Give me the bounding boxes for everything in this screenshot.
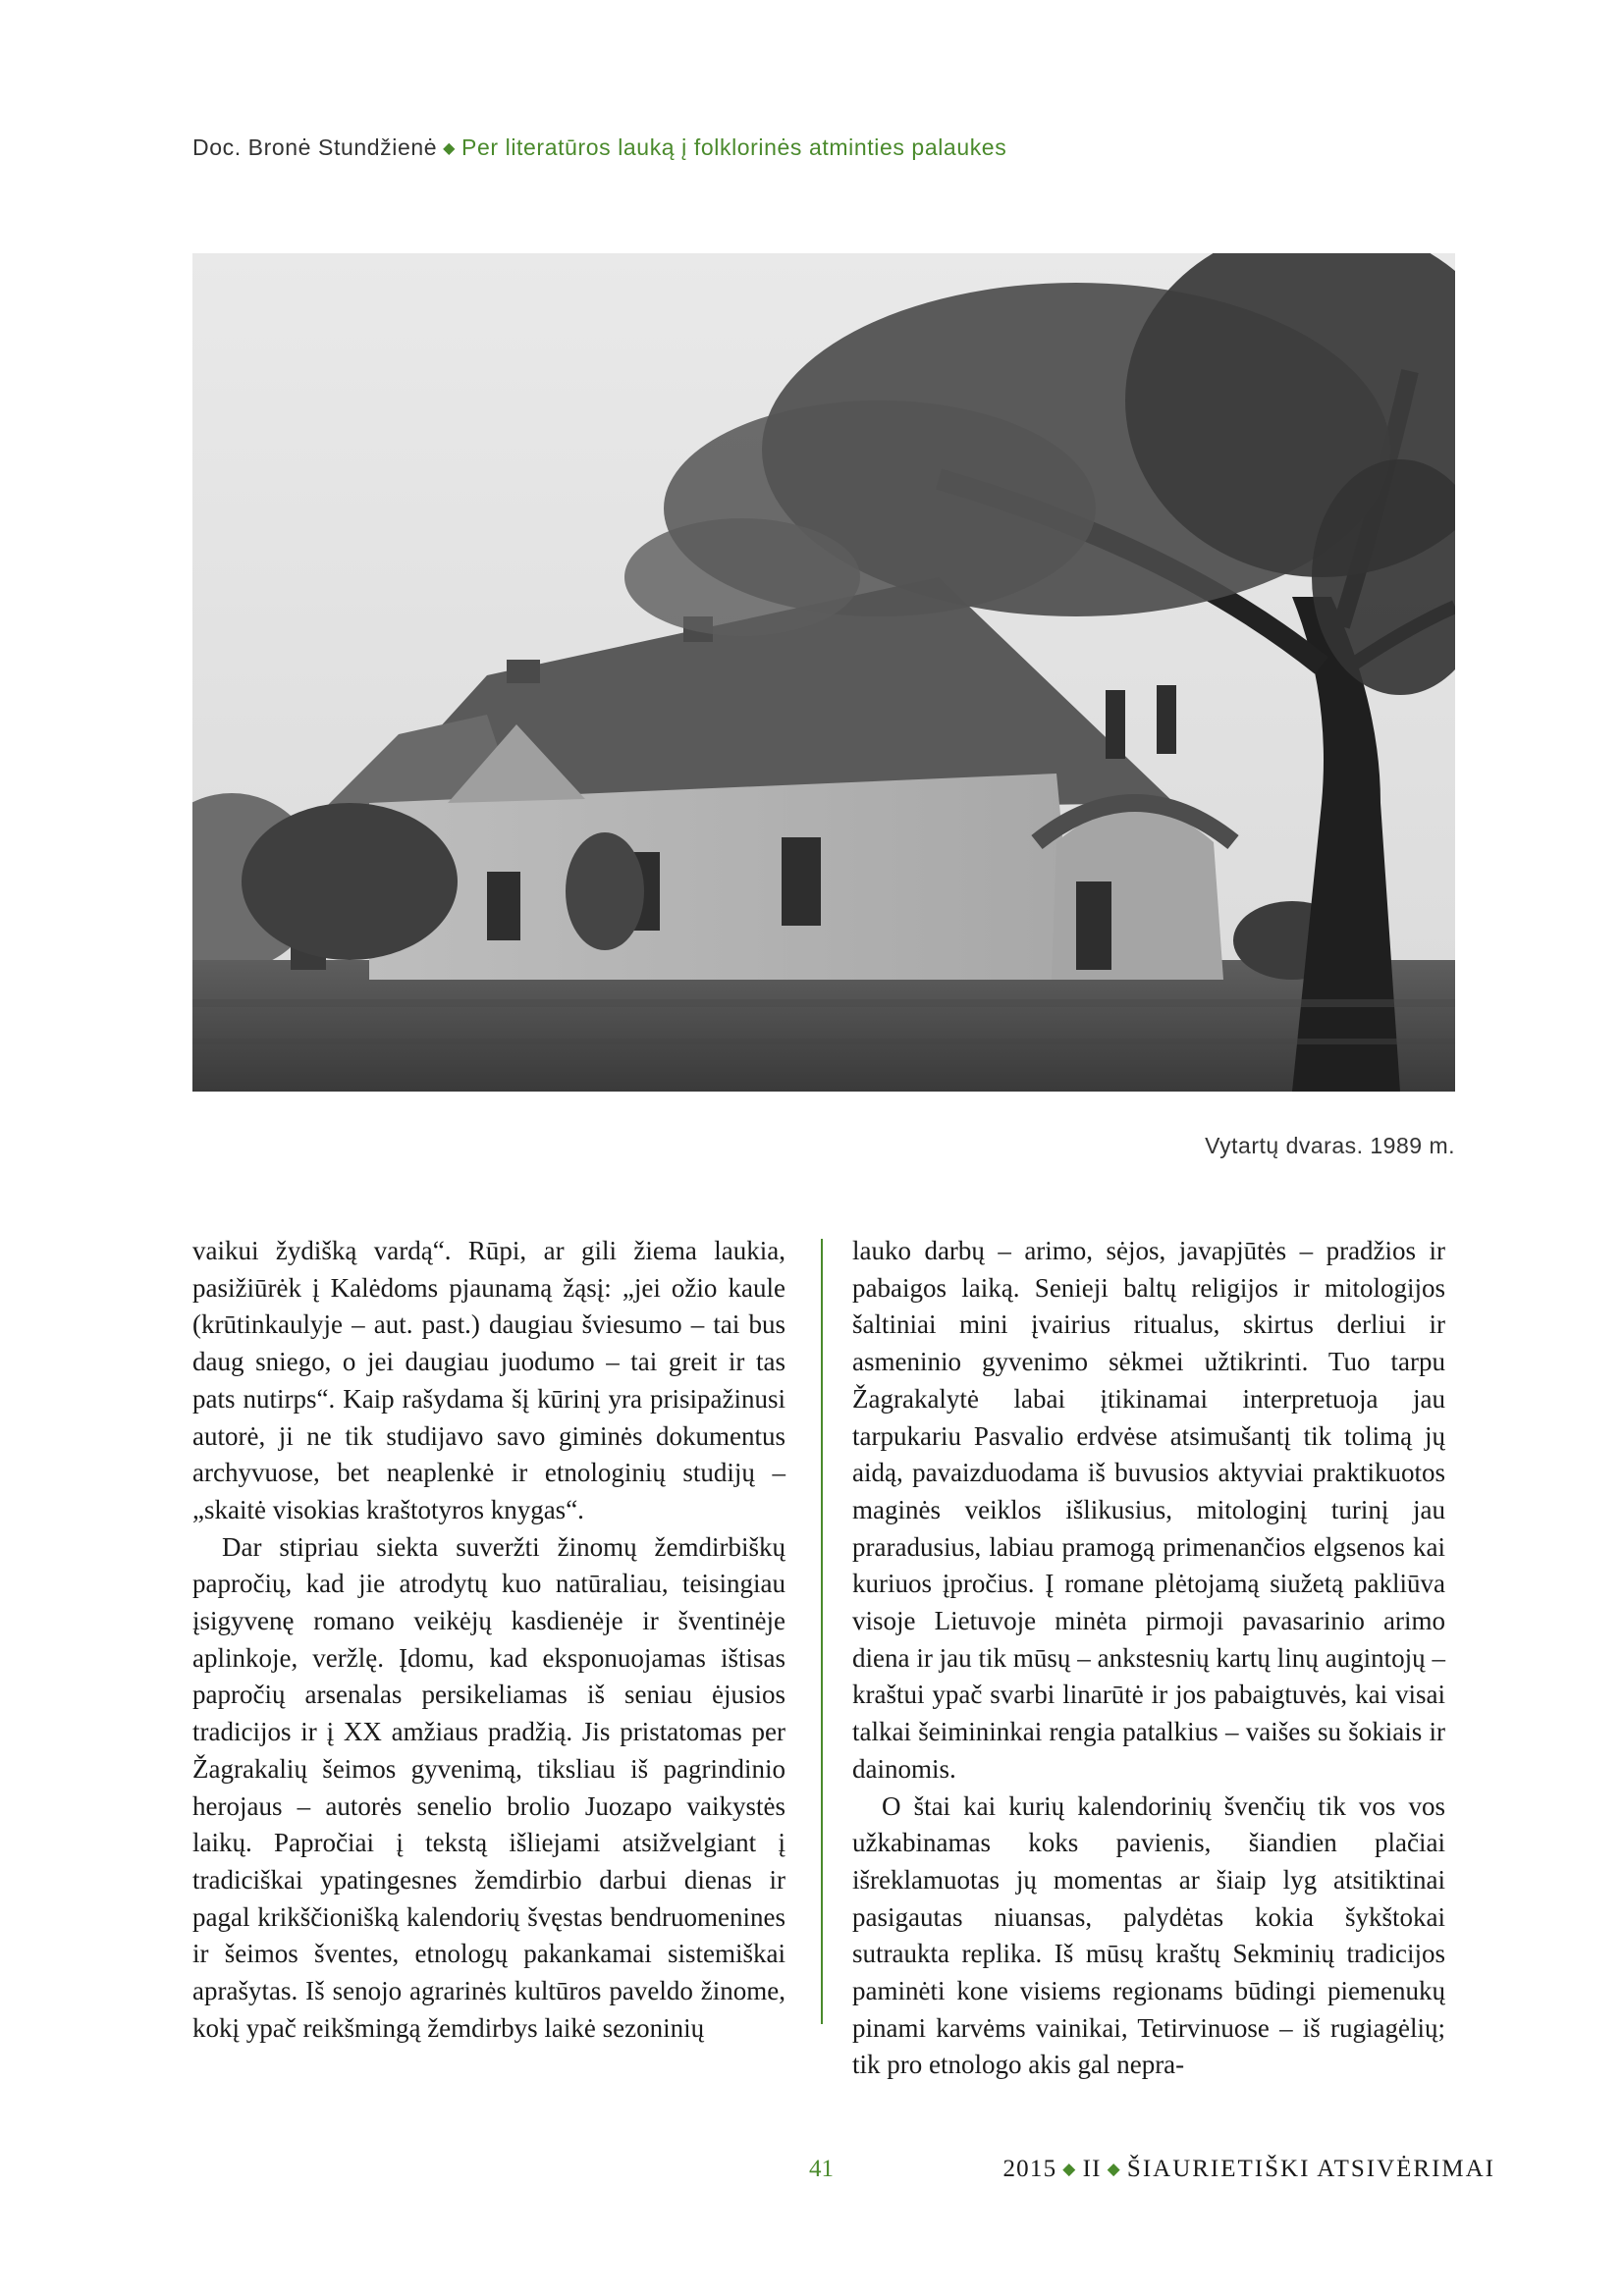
footer-issue: II — [1082, 2156, 1102, 2182]
footer-year: 2015 — [1002, 2156, 1057, 2182]
header-diamond-icon: ◆ — [443, 140, 457, 157]
photo-caption: Vytartų dvaras. 1989 m. — [1205, 1133, 1455, 1158]
footer-diamond-icon: ◆ — [1062, 2160, 1077, 2178]
header-title: Per literatūros lauką į folklorinės atminties palaukes — [461, 134, 1007, 160]
column-divider — [821, 1239, 823, 2024]
paragraph: vaikui žydišką vardą“. Rūpi, ar gili žiema laukia, pasižiūrėk į Kalėdoms pjaunamą žąsį: „jei ožio kaule (krūtinkaulyje – aut. past.) daugiau šviesumo – tai bus daug sniego, o jei daugiau juodumo – tai greit ir tas pats nutirps“. Kaip rašydama šį kūrinį yra prisipažinusi autorė, ji ne tik studijavo savo giminės dokumentus archyvuose, bet neaplenkė ir etnologinių studijų – „skaitė visokias kraštotyros knygas“. — [192, 1236, 785, 1524]
paragraph: lauko darbų – arimo, sėjos, javapjūtės – pradžios ir pabaigos laiką. Senieji baltų religijos ir mitologijos šaltiniai mini įvairius ritualus, skirtus derliui ir asmeninio gyvenimo sėkmei užtikrinti. Tuo tarpu Žagrakalytė labai įtikinamai interpretuoja jau tarpukariu Pasvalio erdvėse atsimušantį tik tolimą jų aidą, pavaizduodama iš buvusios aktyviai praktikuotos maginės veiklos išlikusius, mitologinį turinį jau praradusius, labiau pramogą primenančios elgsenos kai kuriuos įpročius. Į romane plėtojamą siužetą pakliūva visoje Lietuvoje minėta pirmoji pavasarinio arimo diena ir jau tik mūsų – ankstesnių kartų linų augintojų – kraštui ypač svarbi linarūtė ir jos pabaigtuvės, kai visai talkai šeimininkai rengia patalkius – vaišes su šokiais ir dainomis. — [852, 1236, 1445, 1784]
manor-photo-drawing — [192, 253, 1455, 1092]
paragraph: Dar stipriau siekta suveržti žinomų žemdirbiškų papročių, kad jie atrodytų kuo natūraliau, teisingiau įsigyvenę romano veikėjų kasdienėje ir šventinėje aplinkoje, veržlę. Įdomu, kad eksponuojamas ištisas papročių arsenalas persikeliamas iš seniau ėjusios tradicijos ir į XX amžiaus pradžią. Jis pristatomas per Žagrakalių šeimos gyvenimą, tiksliau iš pagrindinio herojaus – autorės senelio brolio Juozapo vaikystės laikų. Papročiai į tekstą išliejami atsižvelgiant į tradiciškai ypatingesnes žemdirbio darbui dienas ir pagal krikščionišką kalendorių švęstas bendruomenines ir šeimos šventes, etnologų pakankamai sistemiškai aprašytas. Iš senojo agrarinės kultūros paveldo žinome, kokį ypač reikšmingą žemdirbys laikė sezoninių — [192, 1531, 785, 2043]
page-number: 41 — [809, 2156, 834, 2182]
text-column-left — [192, 1233, 785, 2047]
header-author: Doc. Bronė Stundžienė — [192, 134, 438, 160]
text-column-right — [852, 1233, 1445, 2084]
paragraph: O štai kai kurių kalendorinių švenčių tik vos vos užkabinamas koks pavienis, šiandien plačiai išreklamuotas jų momentas ar šiaip lyg atsitiktinai pasigautas niuansas, palydėtas kokia šykštokai sutraukta replika. Iš mūsų kraštų Sekminių tradicijos paminėti kone visiems regionams būdingi piemenukų pinami karvėms vainikai, Tetirvinuose – iš rugiagėlių; tik pro etnologo akis gal nepra- — [852, 1790, 1445, 2080]
manor-photo — [192, 253, 1455, 1092]
magazine-info — [1002, 2156, 1495, 2183]
magazine-name: ŠIAURIETIŠKI ATSIVĖRIMAI — [1126, 2156, 1495, 2182]
running-header — [192, 134, 1006, 161]
footer-diamond-icon: ◆ — [1107, 2160, 1121, 2178]
